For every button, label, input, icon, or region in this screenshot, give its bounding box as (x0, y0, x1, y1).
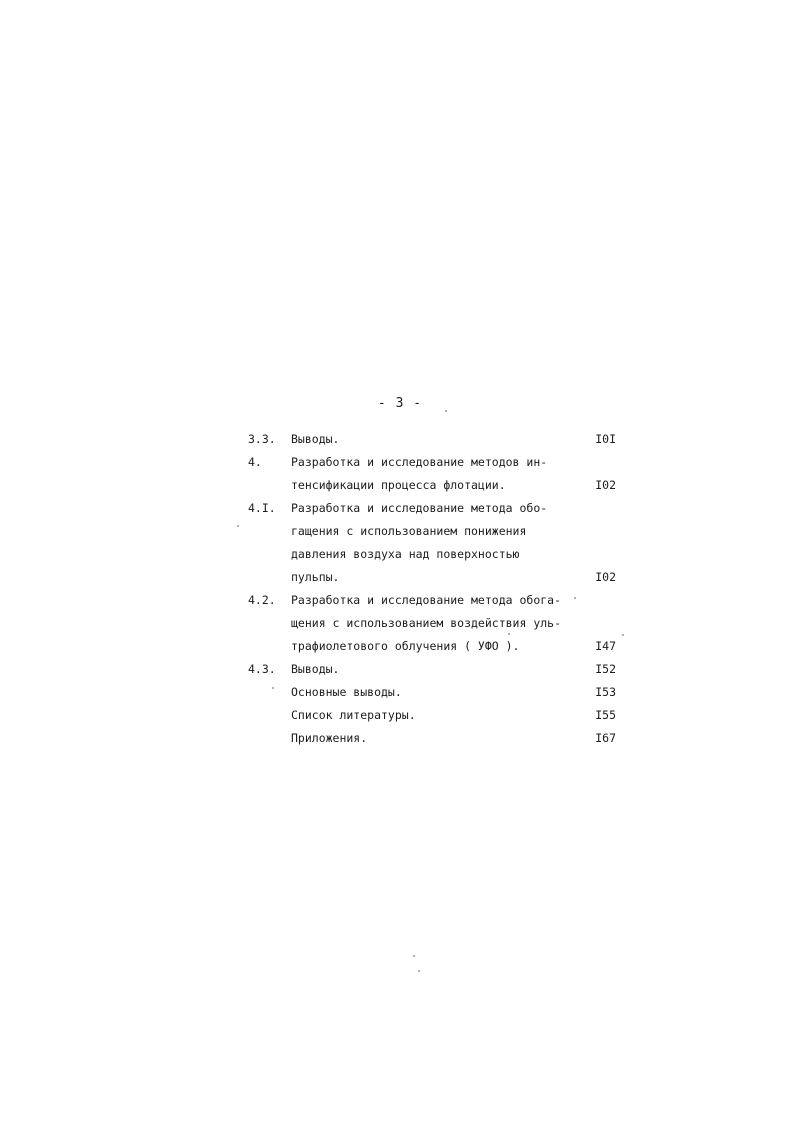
toc-entry-page: I52 (595, 662, 616, 676)
toc-line (0, 474, 795, 497)
scan-speck (574, 597, 576, 599)
page-number: - 3 - (377, 396, 423, 411)
toc-entry-number: 4.3. (248, 662, 276, 676)
table-of-contents (0, 428, 795, 750)
toc-entry-number: 3.3. (248, 432, 276, 446)
toc-line (0, 428, 795, 451)
toc-entry-page: I02 (595, 478, 616, 492)
toc-entry-number: 4. (248, 455, 262, 469)
toc-line (0, 520, 795, 543)
toc-entry-4 (0, 451, 795, 497)
scan-speck (445, 410, 447, 412)
toc-entry-title: давления воздуха над поверхностью (291, 547, 520, 561)
toc-line (0, 681, 795, 704)
toc-entry-page: I0I (595, 432, 616, 446)
toc-entry-title: Список литературы. (291, 708, 416, 722)
toc-line (0, 451, 795, 474)
toc-line (0, 635, 795, 658)
toc-line (0, 543, 795, 566)
toc-entry-title: тенсификации процесса флотации. (291, 478, 506, 492)
toc-entry-4-2 (0, 589, 795, 658)
toc-entry-title: Выводы. (291, 432, 340, 446)
toc-entry-appendices (0, 727, 795, 750)
toc-entry-number: 4.2. (248, 593, 276, 607)
toc-line (0, 727, 795, 750)
toc-entry-page: I67 (595, 731, 616, 745)
toc-entry-page: I55 (595, 708, 616, 722)
toc-line (0, 566, 795, 589)
scan-speck (508, 633, 510, 635)
toc-entry-title: Разработка и исследование метода обога- (291, 593, 562, 607)
toc-entry-title: гащения с использованием понижения (291, 524, 527, 538)
toc-entry-4-3 (0, 658, 795, 681)
scan-speck (418, 970, 420, 972)
scan-speck (413, 955, 415, 957)
toc-entry-page: I47 (595, 639, 616, 653)
toc-entry-4-1 (0, 497, 795, 589)
scan-speck (272, 687, 274, 689)
toc-entry-references (0, 704, 795, 727)
toc-entry-title: Основные выводы. (291, 685, 402, 699)
toc-line (0, 704, 795, 727)
toc-entry-title: Приложения. (291, 731, 368, 745)
toc-entry-page: I02 (595, 570, 616, 584)
toc-entry-title: щения с использованием воздействия уль- (291, 616, 562, 630)
toc-line (0, 589, 795, 612)
toc-entry-title: пульпы. (291, 570, 340, 584)
toc-entry-title: трафиолетового облучения ( УФО ). (291, 639, 520, 653)
toc-entry-title: Разработка и исследование методов ин- (291, 455, 548, 469)
toc-line (0, 497, 795, 520)
toc-entry-number: 4.I. (248, 501, 276, 515)
toc-entry-title: Выводы. (291, 662, 340, 676)
toc-entry-main-conclusions (0, 681, 795, 704)
toc-line (0, 612, 795, 635)
toc-entry-title: Разработка и исследование метода обо- (291, 501, 548, 515)
scan-speck (237, 525, 239, 527)
scan-speck (622, 634, 624, 636)
toc-entry-3-3 (0, 428, 795, 451)
toc-entry-page: I53 (595, 685, 616, 699)
toc-line (0, 658, 795, 681)
